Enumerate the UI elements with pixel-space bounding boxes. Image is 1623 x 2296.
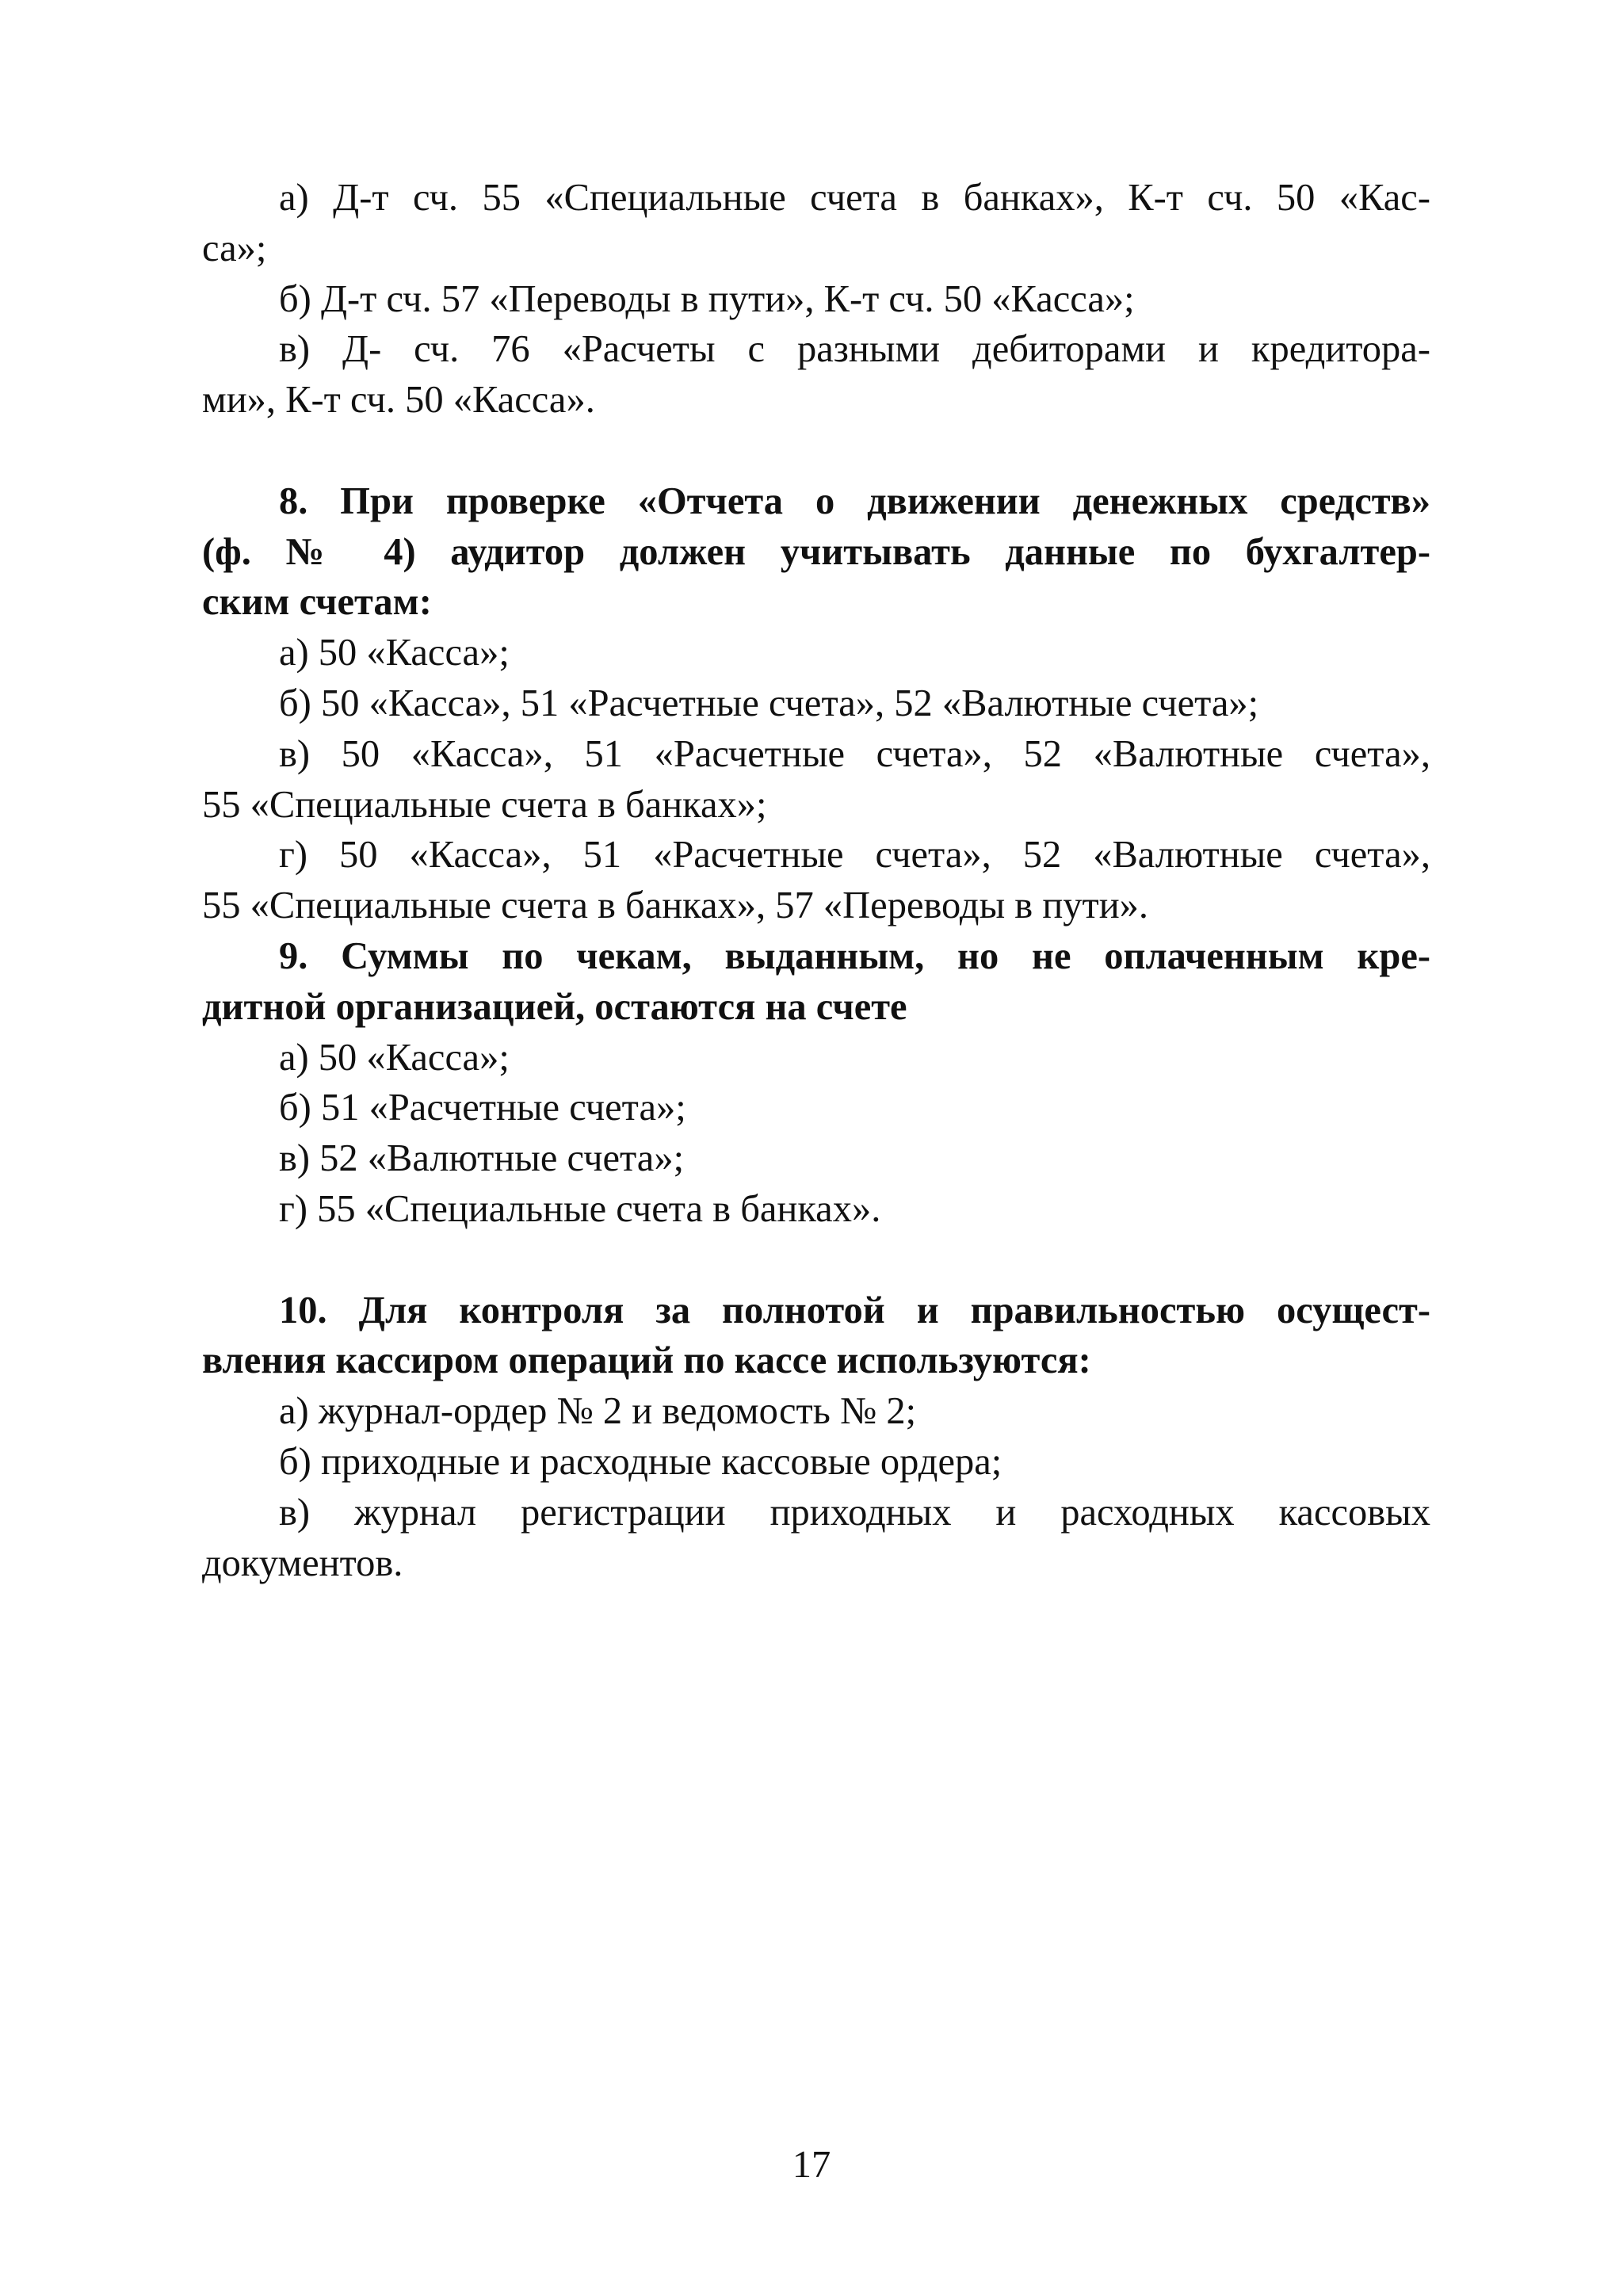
text-line: 55 «Специальные счета в банках»; [202,783,767,826]
text-line: в) журнал регистрации приходных и расходных кассовых [279,1491,1430,1534]
text-line: в) Д- сч. 76 «Расчеты с разными дебиторами и кредитора- [279,328,1430,371]
answer-option-a [202,173,1430,274]
text-line: документов. [202,1541,403,1584]
answer-option-a [202,1386,1430,1437]
answer-option-d [202,830,1430,931]
text-line: б) приходные и расходные кассовые ордера; [279,1440,1002,1483]
question-8 [202,476,1430,628]
text-line: б) 51 «Расчетные счета»; [279,1087,686,1129]
text-line: б) 50 «Касса», 51 «Расчетные счета», 52 «Валютные счета»; [279,682,1259,724]
text-line: ми», К-т сч. 50 «Касса». [202,379,595,422]
page-number: 17 [792,2144,831,2186]
answer-option-c [202,324,1430,426]
question-9 [202,931,1430,1033]
text-line: г) 50 «Касса», 51 «Расчетные счета», 52 «Валютные счета», [279,834,1430,877]
text-line: а) журнал-ордер № 2 и ведомость № 2; [279,1390,917,1433]
text-line: 10. Для контроля за полнотой и правильностью осущест- [279,1289,1430,1331]
text-line: а) Д-т сч. 55 «Специальные счета в банках», К-т сч. 50 «Кас- [279,177,1430,219]
answer-option-b [202,678,1430,729]
answer-option-a [202,1033,1430,1083]
text-line: ским счетам: [202,581,432,624]
text-line: вления кассиром операций по кассе используются: [202,1339,1091,1382]
text-line: г) 55 «Специальные счета в банках». [279,1187,881,1230]
text-line: са»; [202,227,267,269]
text-line: а) 50 «Касса»; [279,632,510,674]
answer-option-b [202,1083,1430,1133]
question-10 [202,1286,1430,1387]
answer-option-b [202,274,1430,325]
text-line: (ф. № 4) аудитор должен учитывать данные по бухгалтер- [202,530,1430,573]
paragraph-gap [202,426,1430,476]
page-text [202,173,1430,1588]
text-line: 55 «Специальные счета в банках», 57 «Переводы в пути». [202,884,1149,927]
text-line: а) 50 «Касса»; [279,1036,510,1079]
text-line: 8. При проверке «Отчета о движении денежных средств» [279,479,1430,522]
text-line: б) Д-т сч. 57 «Переводы в пути», К-т сч. 50 «Касса»; [279,277,1135,320]
answer-option-c [202,1488,1430,1589]
answer-option-c [202,1133,1430,1184]
text-line: 9. Суммы по чекам, выданным, но не оплаченным кре- [279,934,1430,977]
text-line: дитной организацией, остаются на счете [202,985,907,1028]
answer-option-c [202,729,1430,831]
text-line: в) 52 «Валютные счета»; [279,1137,685,1180]
answer-option-d [202,1184,1430,1235]
answer-option-a [202,628,1430,678]
paragraph-gap [202,1235,1430,1286]
answer-option-b [202,1437,1430,1488]
text-line: в) 50 «Касса», 51 «Расчетные счета», 52 «Валютные счета», [279,732,1430,775]
